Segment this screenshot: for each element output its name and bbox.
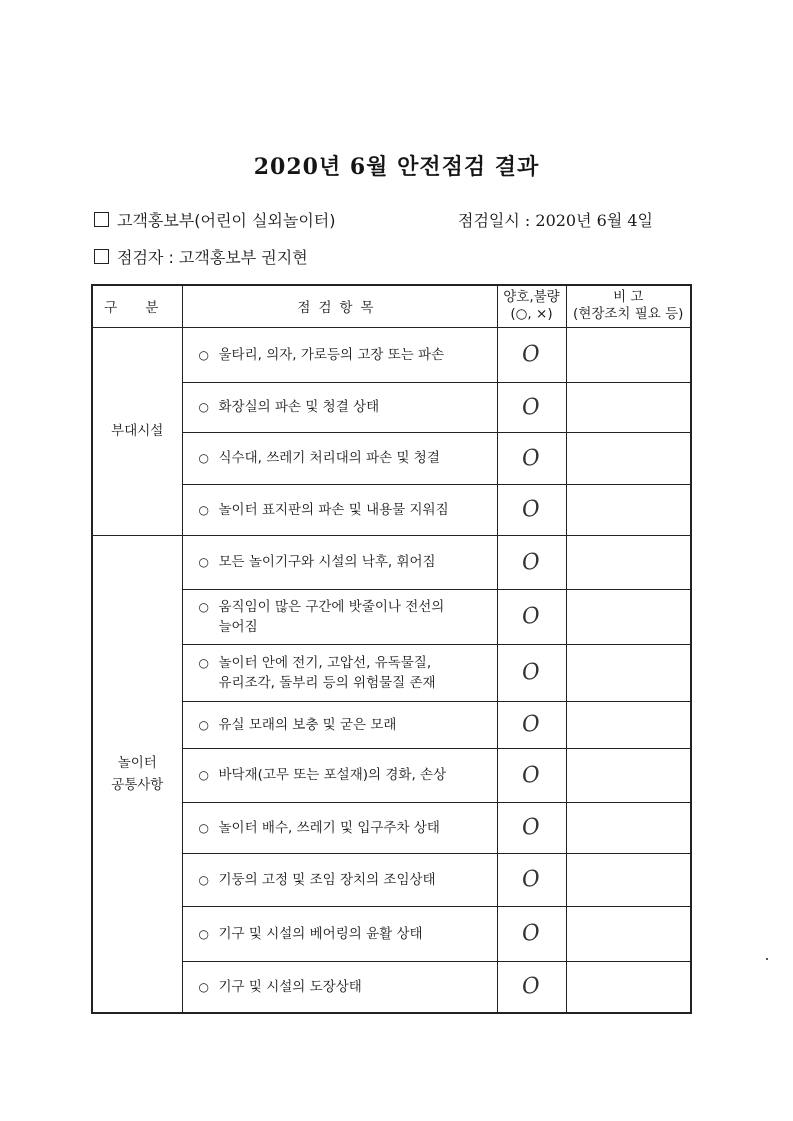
bullet-icon: ○ xyxy=(198,555,209,569)
inspector-checkbox[interactable] xyxy=(94,249,109,264)
note-cell[interactable] xyxy=(566,644,691,701)
result-cell[interactable] xyxy=(497,535,566,589)
check-item: ○ 모든 놀이기구와 시설의 낙후, 휘어짐 xyxy=(182,535,497,589)
header-note-label: 비 고 xyxy=(613,289,644,306)
result-mark: O xyxy=(520,393,543,421)
check-item: ○ 울타리, 의자, 가로등의 고장 또는 파손 xyxy=(182,327,497,382)
department-line xyxy=(94,208,336,231)
check-item: ○ 놀이터 배수, 쓰레기 및 입구주차 상태 xyxy=(182,802,497,853)
note-cell[interactable] xyxy=(566,701,691,748)
bullet-icon: ○ xyxy=(198,768,209,782)
result-cell[interactable] xyxy=(497,382,566,432)
table-row xyxy=(92,802,691,853)
bullet-icon: ○ xyxy=(198,717,209,732)
note-cell[interactable] xyxy=(566,853,691,906)
department-text: 고객홍보부(어린이 실외놀이터) xyxy=(117,211,336,230)
note-cell[interactable] xyxy=(566,432,691,484)
result-cell[interactable] xyxy=(497,802,566,853)
result-mark: O xyxy=(520,548,543,576)
result-mark: O xyxy=(520,495,543,524)
table-row xyxy=(92,327,691,382)
note-cell[interactable] xyxy=(566,382,691,432)
result-mark: O xyxy=(520,919,543,948)
category-line: 놀이터 xyxy=(117,754,157,771)
result-cell[interactable] xyxy=(497,644,566,701)
bullet-icon: ○ xyxy=(198,502,209,517)
inspection-table xyxy=(91,284,692,1014)
result-mark: O xyxy=(520,602,543,631)
bullet-icon: ○ xyxy=(198,872,209,887)
check-item: ○ 식수대, 쓰레기 처리대의 파손 및 청결 xyxy=(182,432,497,484)
check-item: ○ 움직임이 많은 구간에 밧줄이나 전선의 늘어짐 xyxy=(182,589,497,644)
header-note-legend: (현장조치 필요 등) xyxy=(573,306,684,323)
result-cell[interactable] xyxy=(497,701,566,748)
bullet-icon: ○ xyxy=(198,979,209,994)
category-playground-common xyxy=(92,535,182,1013)
table-row xyxy=(92,701,691,748)
note-cell[interactable] xyxy=(566,589,691,644)
note-cell[interactable] xyxy=(566,327,691,382)
note-cell[interactable] xyxy=(566,906,691,961)
department-checkbox[interactable] xyxy=(94,212,109,227)
inspection-date: 점검일시 : 2020년 6월 4일 xyxy=(458,211,654,230)
table-row xyxy=(92,432,691,484)
result-cell[interactable] xyxy=(497,906,566,961)
check-item: ○ 기구 및 시설의 베어링의 윤활 상태 xyxy=(182,906,497,961)
result-cell[interactable] xyxy=(497,961,566,1013)
table-row xyxy=(92,589,691,644)
result-mark: O xyxy=(520,340,543,369)
result-mark: O xyxy=(520,865,543,894)
bullet-icon: ○ xyxy=(198,599,209,614)
check-item: ○ 놀이터 표지판의 파손 및 내용물 지워짐 xyxy=(182,484,497,535)
inspector-line xyxy=(94,245,308,268)
table-row xyxy=(92,853,691,906)
header-note xyxy=(566,285,691,327)
note-cell[interactable] xyxy=(566,748,691,802)
check-item: ○ 화장실의 파손 및 청결 상태 xyxy=(182,382,497,432)
result-mark: O xyxy=(520,444,543,472)
check-item: ○ 바닥재(고무 또는 포설재)의 경화, 손상 xyxy=(182,748,497,802)
table-row xyxy=(92,961,691,1013)
bullet-icon: ○ xyxy=(198,400,209,414)
table-row xyxy=(92,484,691,535)
table-row xyxy=(92,644,691,701)
result-mark: O xyxy=(520,973,543,1001)
bullet-icon: ○ xyxy=(198,926,209,941)
result-cell[interactable] xyxy=(497,748,566,802)
note-cell[interactable] xyxy=(566,484,691,535)
result-cell[interactable] xyxy=(497,589,566,644)
scan-speck xyxy=(766,958,768,960)
header-result xyxy=(497,285,566,327)
check-item: ○ 기구 및 시설의 도장상태 xyxy=(182,961,497,1013)
table-header-row xyxy=(92,285,691,327)
header-result-label: 양호,불량 xyxy=(503,289,560,306)
bullet-icon: ○ xyxy=(198,820,209,835)
table-row xyxy=(92,382,691,432)
header-category: 구 분 xyxy=(92,285,182,327)
note-cell[interactable] xyxy=(566,961,691,1013)
result-mark: O xyxy=(520,761,543,789)
header-result-legend: (○, ×) xyxy=(510,306,553,323)
result-cell[interactable] xyxy=(497,853,566,906)
result-cell[interactable] xyxy=(497,327,566,382)
check-item: ○ 유실 모래의 보충 및 굳은 모래 xyxy=(182,701,497,748)
table-row xyxy=(92,535,691,589)
result-mark: O xyxy=(520,710,543,739)
inspector-text: 점검자 : 고객홍보부 권지현 xyxy=(117,248,308,267)
bullet-icon: ○ xyxy=(198,655,209,670)
bullet-icon: ○ xyxy=(198,347,209,362)
check-item: ○ 기둥의 고정 및 조임 장치의 조임상태 xyxy=(182,853,497,906)
check-item: ○ 놀이터 안에 전기, 고압선, 유독물질, 유리조각, 돌부리 등의 위험물질 존재 xyxy=(182,644,497,701)
table-row xyxy=(92,906,691,961)
header-item: 점검항목 xyxy=(182,285,497,327)
result-cell[interactable] xyxy=(497,432,566,484)
page-title: 2020년 6월 안전점검 결과 xyxy=(253,154,540,180)
category-facilities: 부대시설 xyxy=(92,327,182,535)
note-cell[interactable] xyxy=(566,535,691,589)
note-cell[interactable] xyxy=(566,802,691,853)
result-mark: O xyxy=(520,813,543,842)
category-line: 공통사항 xyxy=(111,776,164,793)
result-mark: O xyxy=(520,658,543,687)
table-row xyxy=(92,748,691,802)
result-cell[interactable] xyxy=(497,484,566,535)
bullet-icon: ○ xyxy=(198,451,209,465)
